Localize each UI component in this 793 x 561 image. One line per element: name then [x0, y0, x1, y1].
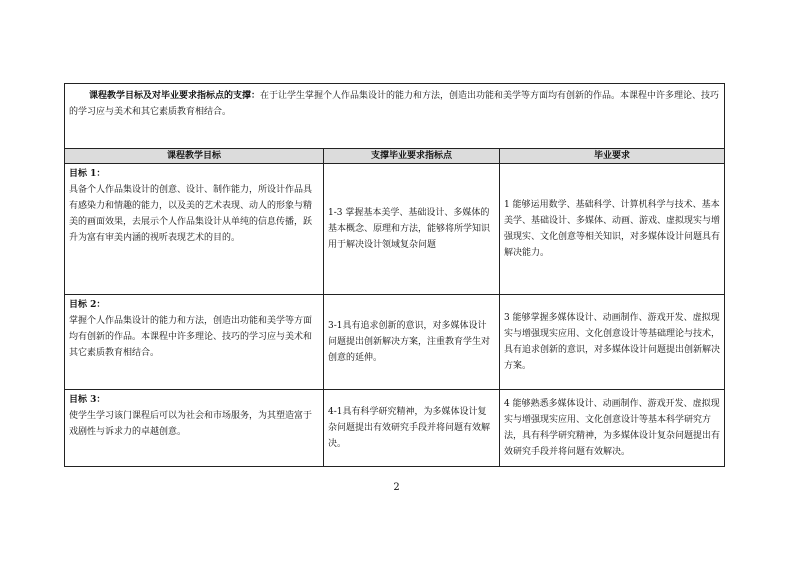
goal-text: 掌握个人作品集设计的能力和方法，创造出功能和美学等方面均有创新的作品。本课程中许多理论、技巧的学习应与美术和其它素质教育相结合。: [69, 316, 313, 358]
goal-text: 使学生学习该门课程后可以为社会和市场服务，为其塑造富于戏剧性与诉求力的卓越创意。: [69, 411, 313, 437]
header-goal: 课程教学目标: [65, 149, 324, 164]
goal-cell: [65, 390, 324, 467]
indicator-cell: 4-1具有科学研究精神，为多媒体设计复杂问题提出有效研究手段并将问题有效解决。: [324, 390, 500, 467]
goal-title: 目标 3：: [69, 395, 106, 405]
page-number: 2: [393, 482, 400, 493]
header-indicator: 支撑毕业要求指标点: [324, 149, 500, 164]
course-objectives-table: [64, 83, 725, 467]
intro-cell: [65, 84, 725, 149]
table-row: [65, 164, 725, 295]
indicator-cell: 3-1具有追求创新的意识，对多媒体设计问题提出创新解决方案，注重教育学生对创意的延伸。: [324, 295, 500, 390]
document-sheet: [64, 83, 724, 467]
requirement-cell: 3 能够掌握多媒体设计、动画制作、游戏开发、虚拟现实与增强现实应用、文化创意设计等基础理论与技术，具有追求创新的意识，对多媒体设计问题提出创新解决方案。: [500, 295, 725, 390]
goal-cell: [65, 164, 324, 295]
table-row: [65, 295, 725, 390]
intro-heading: 课程教学目标及对毕业要求指标点的支撑：: [89, 91, 261, 101]
indicator-cell: 1-3 掌握基本美学、基础设计、多媒体的基本概念、原理和方法，能够将所学知识用于解决设计领域复杂问题: [324, 164, 500, 295]
goal-title: 目标 2：: [69, 300, 106, 310]
intro-row: [65, 84, 725, 149]
requirement-cell: 4 能够熟悉多媒体设计、动画制作、游戏开发、虚拟现实与增强现实应用、文化创意设计等基本科学研究方法，具有科学研究精神，为多媒体设计复杂问题提出有效研究手段并将问题有效解决。: [500, 390, 725, 467]
goal-title: 目标 1：: [69, 169, 106, 179]
goal-text: 具备个人作品集设计的创意、设计、制作能力，所设计作品具有感染力和情趣的能力，以及美的艺术表现、动人的形象与精美的画面效果，去展示个人作品集设计从单纯的信息传播，跃升为富有审美内涵的视听表现艺术的目的。: [69, 185, 313, 243]
requirement-cell: 1 能够运用数学、基础科学、计算机科学与技术、基本美学、基础设计、多媒体、动画、游戏、虚拟现实与增强现实、文化创意等相关知识，对多媒体设计问题具有解决能力。: [500, 164, 725, 295]
intro-text: 在于让学生掌握个人作品集设计的能力和方法，创造出功能和美学等方面均有创新的作品。本课程中许多理论、技巧的学习应与美术和其它素质教育相结合。: [69, 91, 720, 117]
goal-cell: [65, 295, 324, 390]
table-row: [65, 390, 725, 467]
table-header-row: [65, 149, 725, 164]
header-requirement: 毕业要求: [500, 149, 725, 164]
